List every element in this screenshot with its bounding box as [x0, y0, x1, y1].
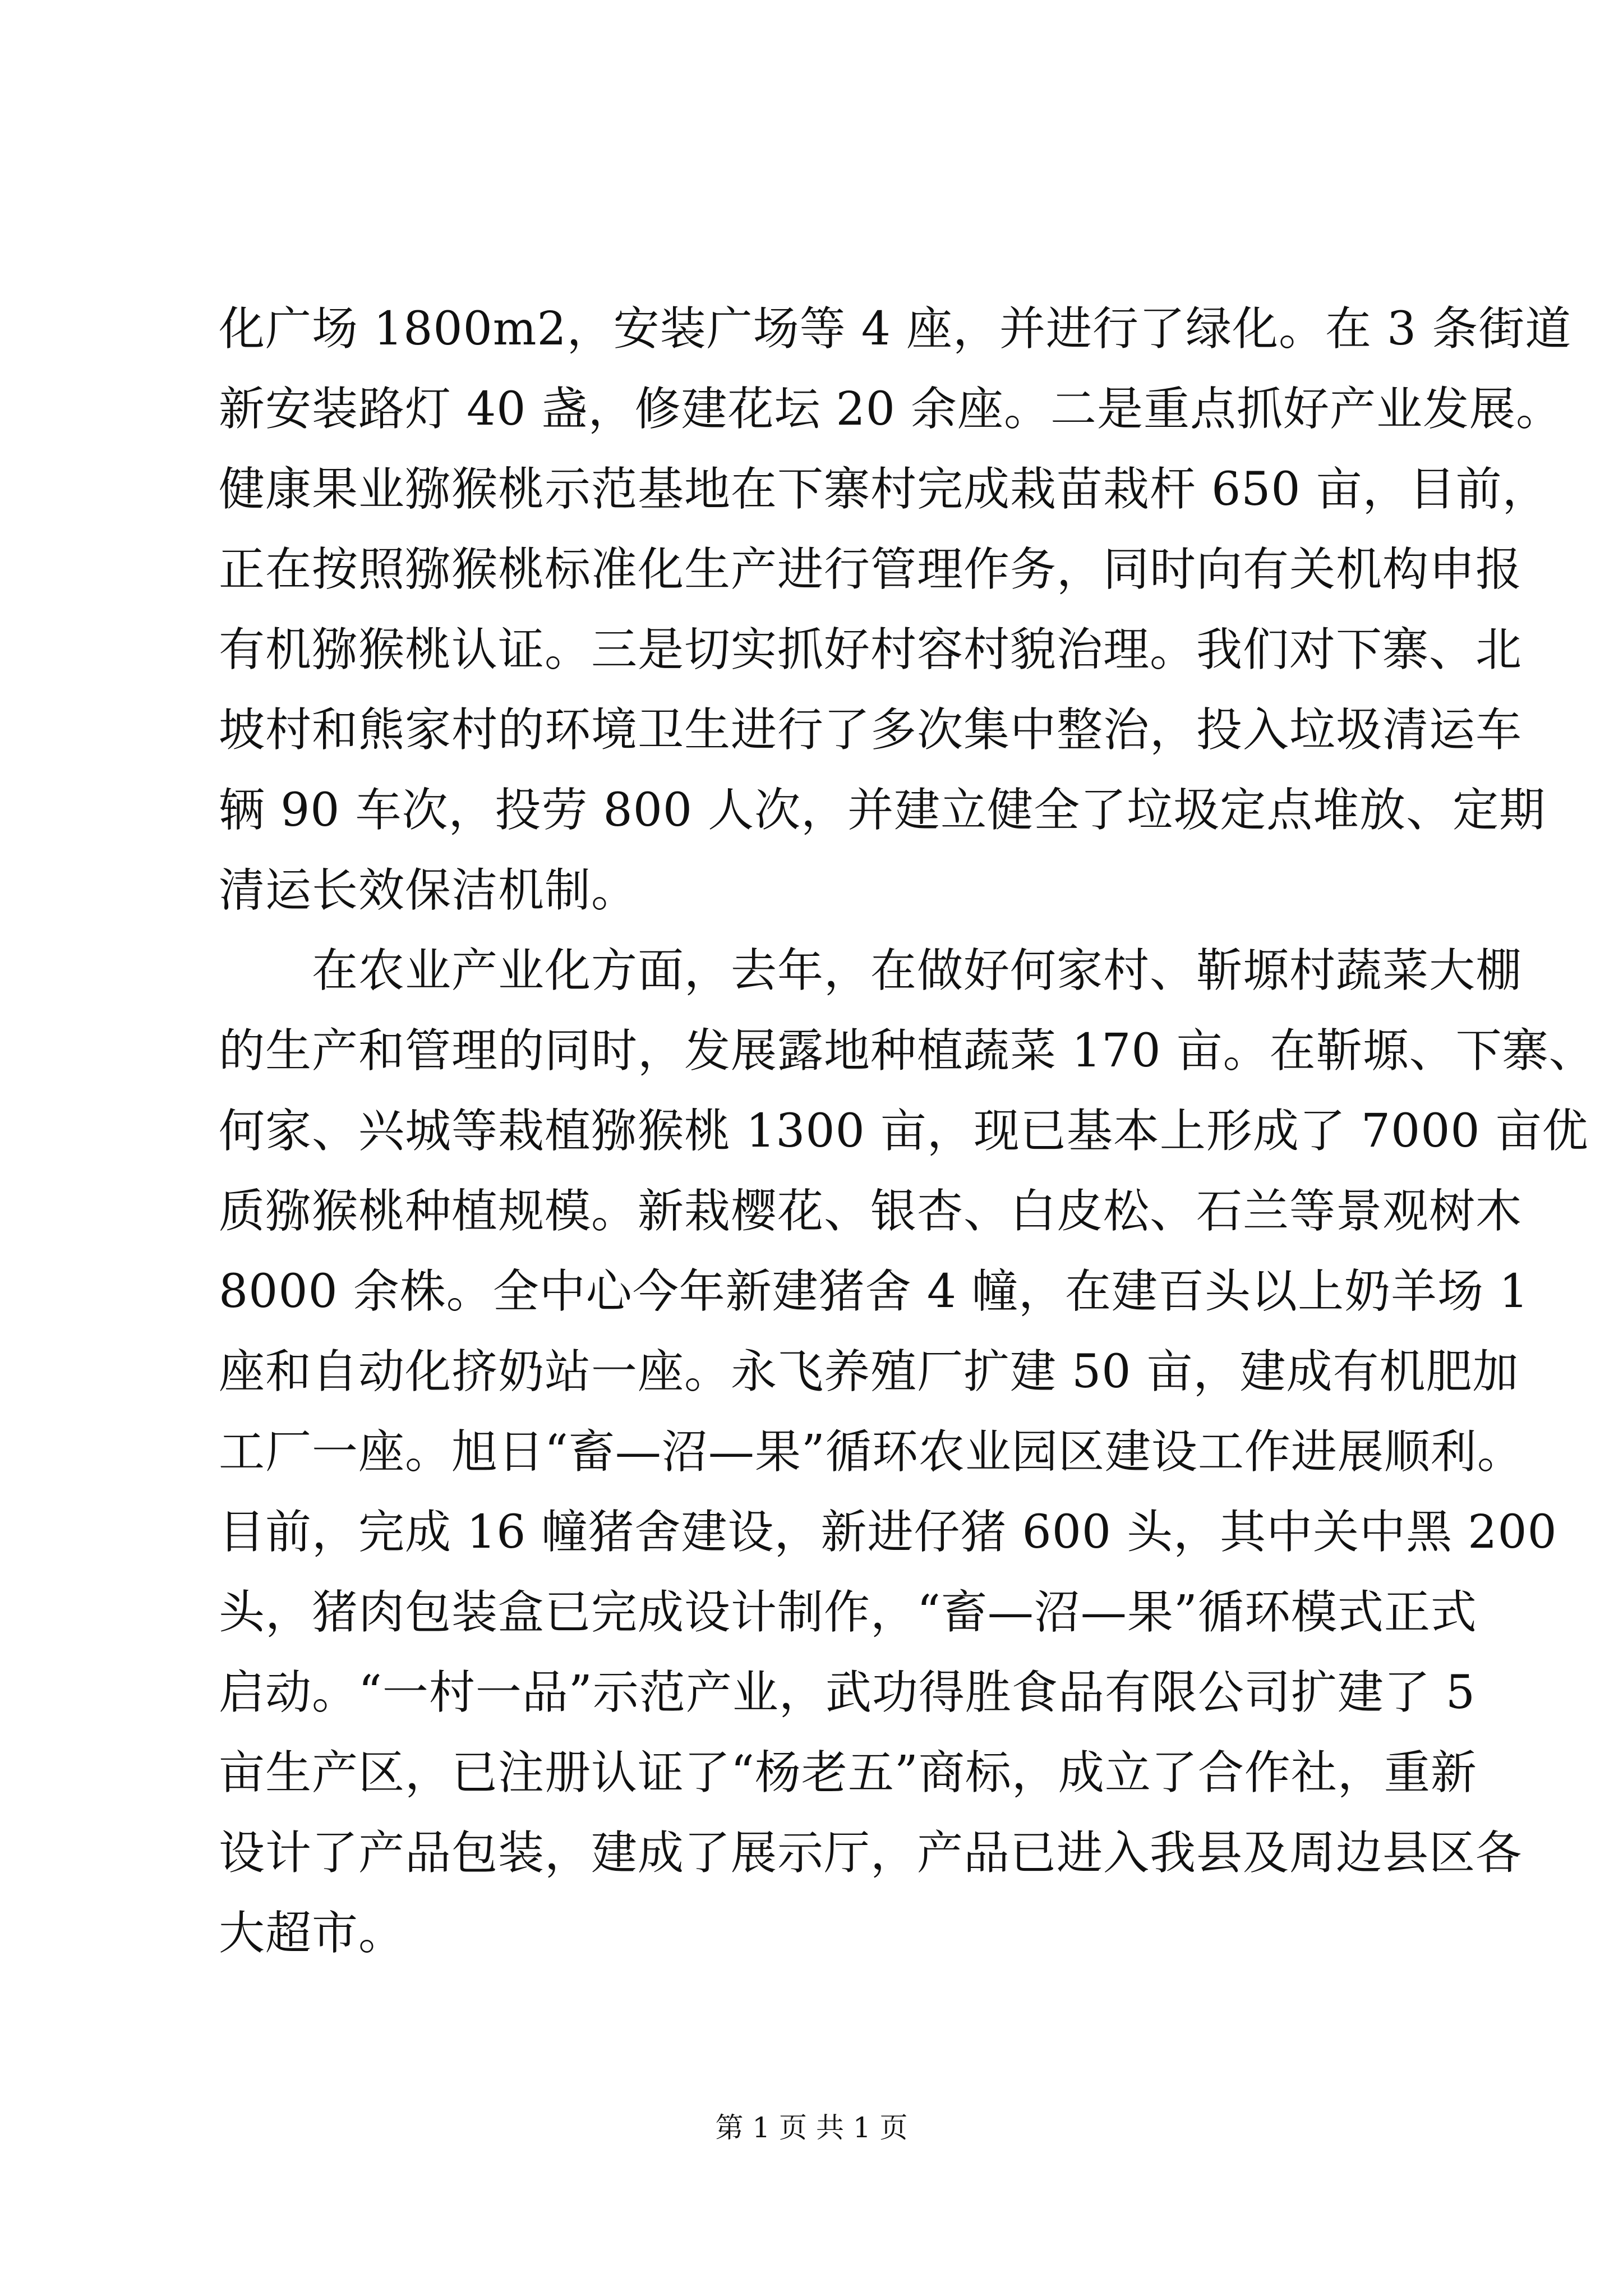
text-line: 亩生产区，已注册认证了“杨老五”商标，成立了合作社，重新	[219, 1746, 1477, 1800]
text-line: 设计了产品包装，建成了展示厅，产品已进入我县及周边县区各	[219, 1826, 1523, 1880]
text-line: 新安装路灯 40 盏，修建花坛 20 余座。二是重点抓好产业发展。	[219, 383, 1562, 436]
text-line: 目前，完成 16 幢猪舍建设，新进仔猪 600 头，其中关中黑 200	[219, 1506, 1557, 1559]
text-line: 座和自动化挤奶站一座。永飞养殖厂扩建 50 亩，建成有机肥加	[219, 1345, 1519, 1398]
text-line: 工厂一座。旭日“畜—沼—果”循环农业园区建设工作进展顺利。	[219, 1425, 1524, 1479]
text-line: 化广场 1800m2，安装广场等 4 座，并进行了绿化。在 3 条街道	[219, 302, 1572, 356]
page-footer: 第 1 页 共 1 页	[715, 2111, 908, 2144]
text-line: 健康果业猕猴桃示范基地在下寨村完成栽苗栽杆 650 亩，目前，	[219, 463, 1549, 516]
text-line: 坡村和熊家村的环境卫生进行了多次集中整治，投入垃圾清运车	[219, 703, 1523, 757]
text-line: 清运长效保洁机制。	[219, 864, 638, 917]
document-body	[219, 289, 1596, 1973]
text-line: 在农业产业化方面，去年，在做好何家村、靳塬村蔬菜大棚	[219, 944, 1523, 997]
text-line: 辆 90 车次，投劳 800 人次，并建立健全了垃圾定点堆放、定期	[219, 784, 1546, 837]
text-line: 质猕猴桃种植规模。新栽樱花、银杏、白皮松、石兰等景观树木	[219, 1185, 1523, 1238]
text-line: 正在按照猕猴桃标准化生产进行管理作务，同时向有关机构申报	[219, 543, 1523, 596]
text-line: 头，猪肉包装盒已完成设计制作，“畜—沼—果”循环模式正式	[219, 1586, 1477, 1639]
text-line: 的生产和管理的同时，发展露地种植蔬菜 170 亩。在靳塬、下寨、	[219, 1024, 1596, 1078]
text-line: 大超市。	[219, 1907, 405, 1960]
text-line: 启动。“一村一品”示范产业，武功得胜食品有限公司扩建了 5	[219, 1666, 1476, 1719]
text-line: 何家、兴城等栽植猕猴桃 1300 亩，现已基本上形成了 7000 亩优	[219, 1105, 1589, 1158]
text-line: 有机猕猴桃认证。三是切实抓好村容村貌治理。我们对下寨、北	[219, 623, 1523, 677]
text-line: 8000 余株。全中心今年新建猪舍 4 幢，在建百头以上奶羊场 1	[219, 1265, 1529, 1318]
